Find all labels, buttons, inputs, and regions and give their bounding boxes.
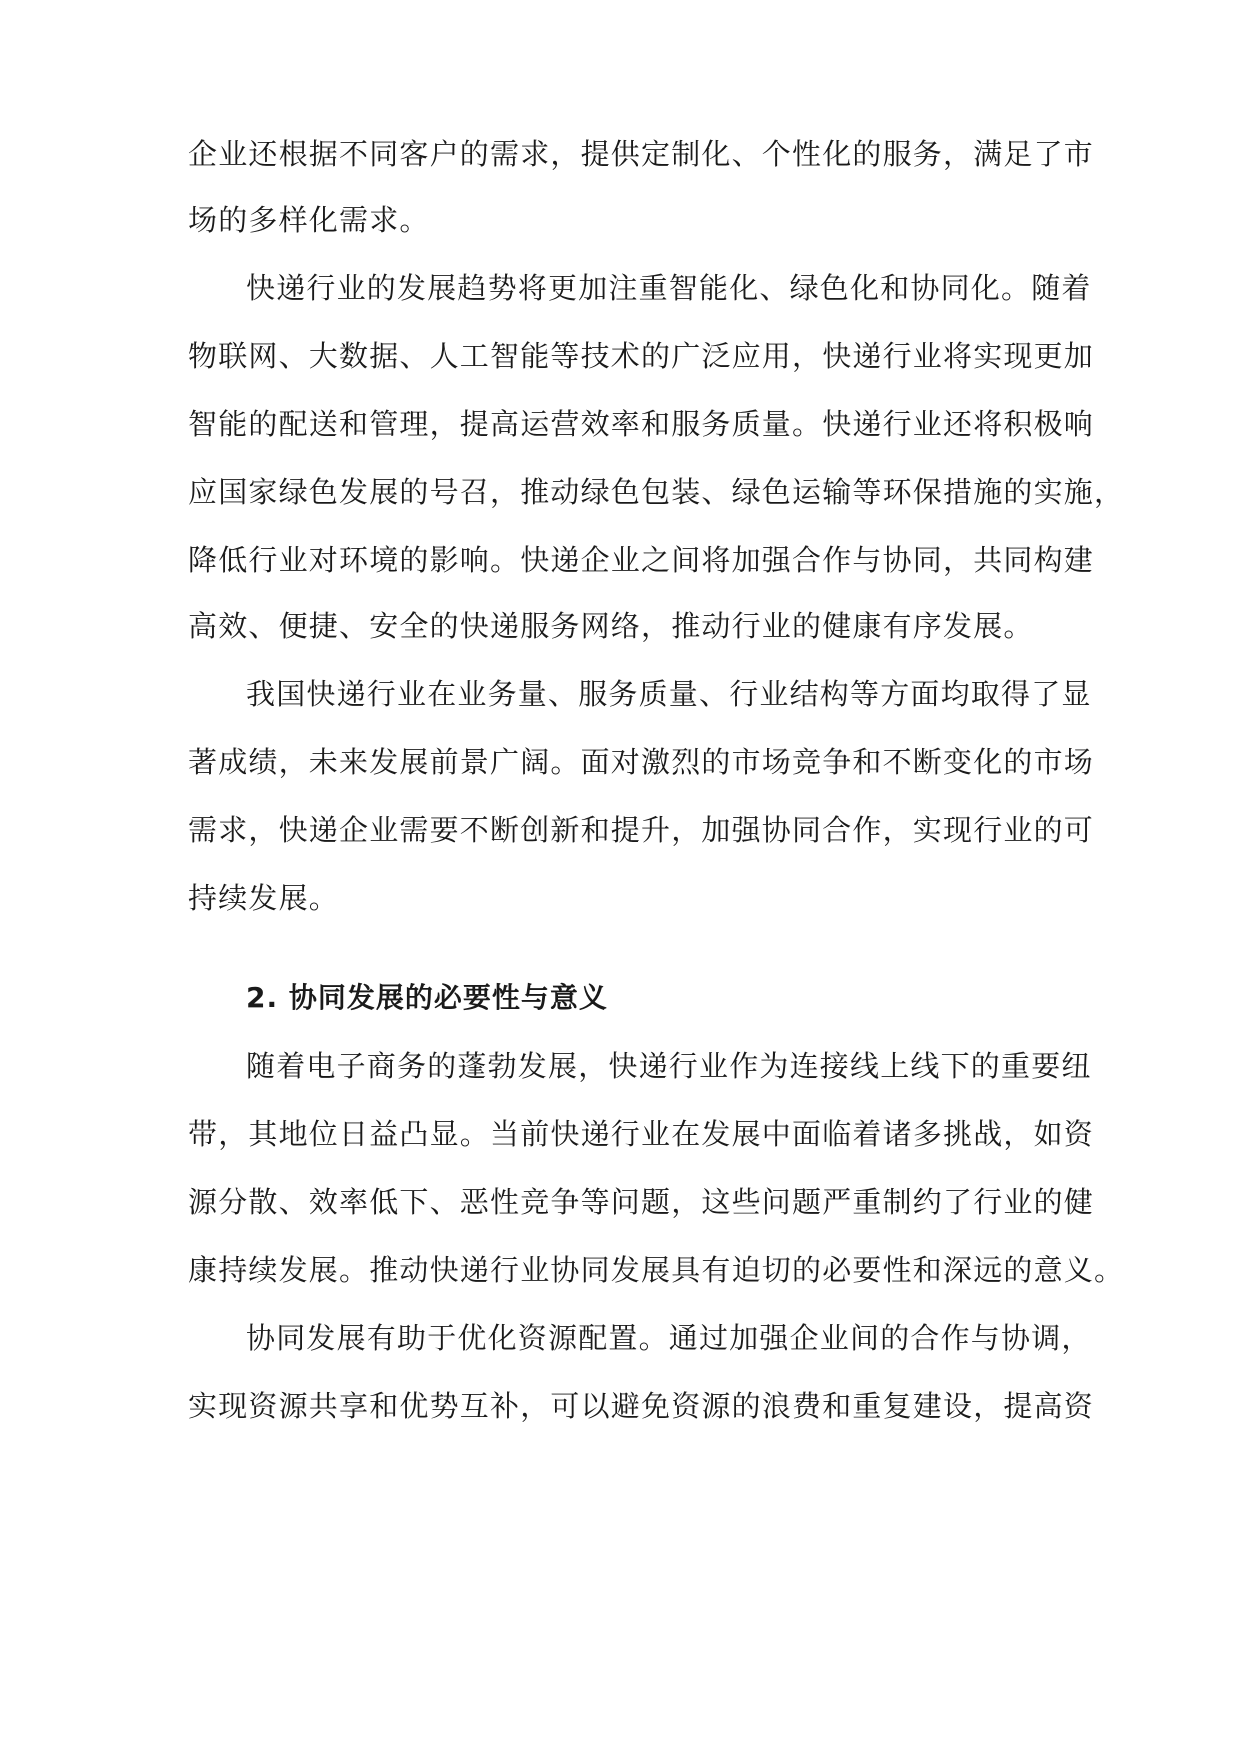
paragraph-line: 高效、便捷、安全的快递服务网络，推动行业的健康有序发展。 [188, 609, 1034, 643]
paragraph-line: 实现资源共享和优势互补，可以避免资源的浪费和重复建设，提高资 [188, 1389, 1095, 1423]
paragraph-line: 降低行业对环境的影响。快递企业之间将加强合作与协同，共同构建 [188, 543, 1095, 577]
paragraph-line: 协同发展有助于优化资源配置。通过加强企业间的合作与协调， [246, 1321, 1092, 1355]
paragraph-line: 应国家绿色发展的号召，推动绿色包装、绿色运输等环保措施的实施， [188, 475, 1125, 509]
paragraph-line: 我国快递行业在业务量、服务质量、行业结构等方面均取得了显 [246, 677, 1092, 711]
paragraph-line: 快递行业的发展趋势将更加注重智能化、绿色化和协同化。随着 [246, 271, 1092, 305]
paragraph-line: 物联网、大数据、人工智能等技术的广泛应用，快递行业将实现更加 [188, 339, 1095, 373]
paragraph-line: 场的多样化需求。 [188, 203, 430, 237]
paragraph-line: 随着电子商务的蓬勃发展，快递行业作为连接线上线下的重要纽 [246, 1049, 1092, 1083]
paragraph-line: 需求，快递企业需要不断创新和提升，加强协同合作，实现行业的可 [188, 813, 1095, 847]
paragraph-line: 持续发展。 [188, 881, 340, 915]
paragraph-line: 智能的配送和管理，提高运营效率和服务质量。快递行业还将积极响 [188, 407, 1095, 441]
paragraph-line: 带，其地位日益凸显。当前快递行业在发展中面临着诸多挑战，如资 [188, 1117, 1095, 1151]
paragraph-line: 著成绩，未来发展前景广阔。面对激烈的市场竞争和不断变化的市场 [188, 745, 1095, 779]
section-heading: 2. 协同发展的必要性与意义 [246, 981, 608, 1014]
paragraph-line: 康持续发展。推动快递行业协同发展具有迫切的必要性和深远的意义。 [188, 1253, 1125, 1287]
paragraph-line: 源分散、效率低下、恶性竞争等问题，这些问题严重制约了行业的健 [188, 1185, 1095, 1219]
paragraph-line: 企业还根据不同客户的需求，提供定制化、个性化的服务，满足了市 [188, 137, 1095, 171]
